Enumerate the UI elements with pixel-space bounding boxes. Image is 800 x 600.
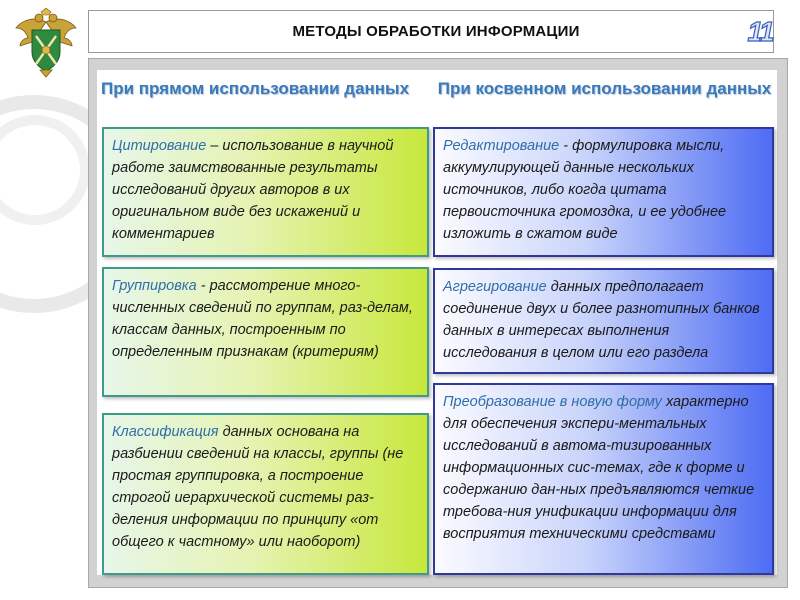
- card-term: Преобразование в новую форму: [443, 394, 662, 410]
- card-classification: [102, 413, 429, 575]
- card-citation: [102, 127, 429, 257]
- card-text: - рассмотрение много-численных сведений по группам, раз-делам, классам данных, построенным по определенным признакам (критериям): [112, 278, 413, 360]
- card-aggregation: [433, 268, 774, 374]
- card-term: Редактирование: [443, 138, 560, 154]
- left-column-heading: При прямом использовании данных: [100, 79, 410, 98]
- card-editing: [433, 127, 774, 257]
- card-term: Цитирование: [112, 138, 207, 154]
- slide-number: 11: [747, 16, 773, 47]
- emblem-icon: [12, 8, 80, 78]
- card-term: Группировка: [112, 278, 197, 294]
- card-text: данных основана на разбиении сведений на классы, группы (не простая группировка, а построение строгой иерархической системы раз-деления информации по принципу «от общего к частному» или наоборот): [112, 424, 404, 550]
- card-transformation: [433, 383, 774, 575]
- card-grouping: [102, 267, 429, 397]
- card-text: характерно для обеспечения экспери-ментальных исследований в автома-тизированных информационных сис-темах, где к форме и содержанию дан-ных предъявляются четкие требова-ния унификации информации для восприятия техническими средствами: [443, 394, 755, 542]
- card-text: данных предполагает соединение двух и более разнотипных банков данных в интересах выполнения исследования в целом или его раздела: [443, 279, 760, 361]
- card-term: Классификация: [112, 424, 219, 440]
- card-text: - формулировка мысли, аккумулирующей данные нескольких источников, либо когда цитата первоисточника громоздка, и ее удобнее изложить в сжатом виде: [443, 138, 727, 242]
- right-column-heading: При косвенном использовании данных: [437, 79, 772, 98]
- card-text: – использование в научной работе заимствованные результаты исследований других авторов в их оригинальном виде без искажений и комментариев: [112, 138, 394, 242]
- title-bar: [88, 10, 774, 53]
- page-title: МЕТОДЫ ОБРАБОТКИ ИНФОРМАЦИИ: [292, 23, 580, 40]
- card-term: Агрегирование: [443, 279, 547, 295]
